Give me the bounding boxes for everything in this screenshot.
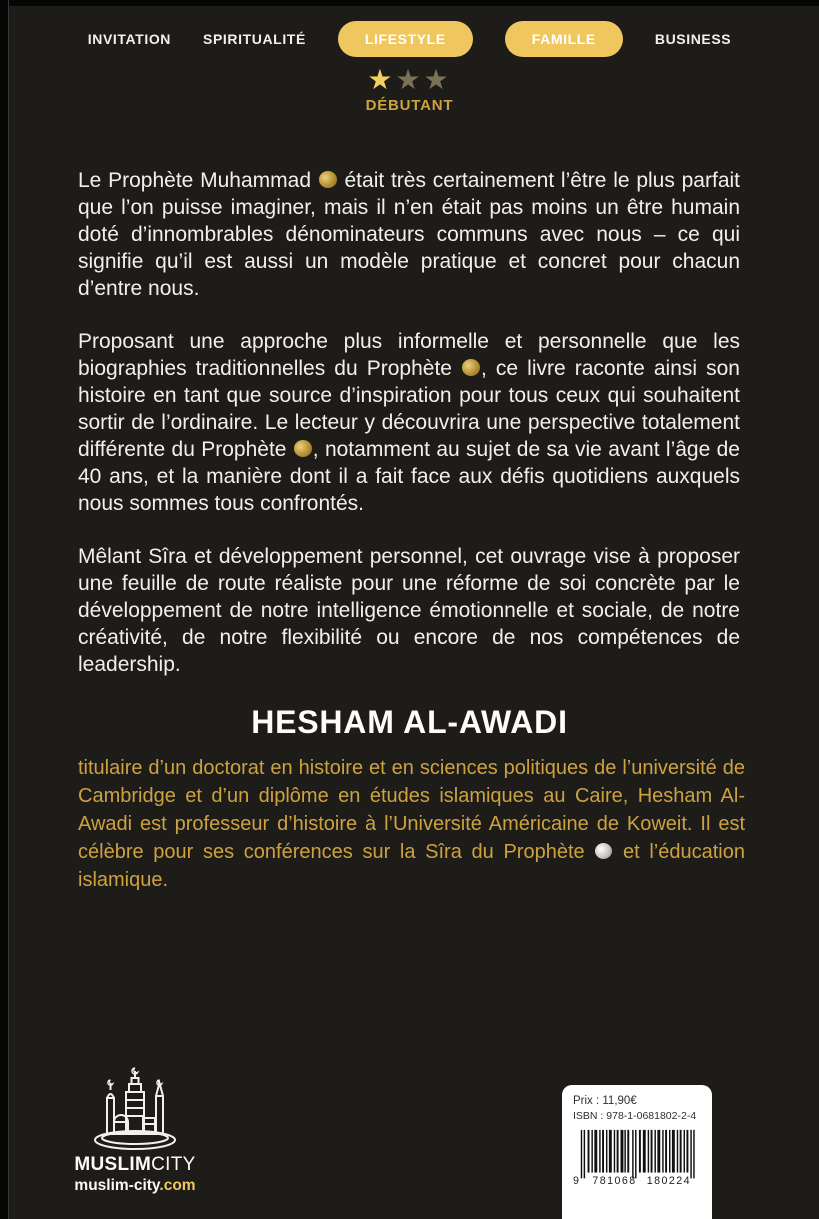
description-paragraph	[78, 167, 740, 302]
pbuh-symbol	[462, 359, 480, 376]
star-empty-icon: ★	[423, 63, 452, 96]
author-name: HESHAM AL-AWADI	[251, 704, 568, 740]
book-description	[78, 167, 740, 678]
star-filled-icon: ★	[367, 63, 396, 96]
publisher-logo	[68, 1066, 202, 1195]
publisher-name-bold: MUSLIM	[74, 1154, 152, 1175]
text-segment: Le Prophète Muhammad	[78, 169, 318, 192]
cover-edge-left	[0, 0, 9, 1219]
author-bio	[78, 754, 745, 894]
barcode-icon	[573, 1127, 701, 1189]
mosque-logo-icon	[83, 1066, 187, 1152]
text-segment: Mêlant Sîra et développement personnel, cet ouvrage vise à proposer une feuille de route réaliste pour une réforme de soi concrète par le développement de notre intelligence émotionnelle et sociale, de notre créativité, de notre flexibilité ou encore de nos compétences de leadership.	[78, 545, 740, 676]
category-famille: FAMILLE	[505, 21, 623, 57]
publisher-name-light: CITY	[151, 1154, 196, 1175]
pbuh-symbol	[319, 171, 337, 188]
text-segment: et l’éducation islamique.	[78, 841, 745, 891]
category-lifestyle: LIFESTYLE	[338, 21, 473, 57]
description-paragraph	[78, 543, 740, 678]
publisher-website-tld: .com	[159, 1177, 196, 1194]
barcode-digit-group: 781068	[592, 1175, 637, 1188]
category-tags-row	[0, 0, 819, 57]
barcode-digit-group: 180224	[646, 1175, 691, 1188]
pbuh-symbol	[294, 440, 312, 457]
text-segment: était très certainement l’être le plus parfait que l’on puisse imaginer, mais il n’en était pas moins un être humain doté d’innombrables dénominateurs communs avec nous – ce qui signifie qu’il est aussi un modèle pratique et concret pour chacun d’entre nous.	[78, 169, 740, 300]
barcode-sticker	[562, 1085, 712, 1219]
publisher-website-main: muslim-city	[74, 1177, 160, 1194]
publisher-name	[68, 1154, 202, 1176]
publisher-website	[68, 1177, 202, 1195]
text-segment: Proposant une approche plus informelle et personnelle que les biographies traditionnelles du Prophète	[78, 330, 740, 380]
cover-edge-top	[0, 0, 819, 6]
pbuh-symbol	[595, 843, 612, 859]
isbn-text: ISBN : 978-1-0681802-2-4	[573, 1110, 697, 1122]
text-segment: , notamment au sujet de sa vie avant l’âge de 40 ans, et la manière dont il a fait face aux défis quotidiens auxquels nous sommes tous confrontés.	[78, 438, 740, 515]
barcode-digit-group: 9	[573, 1175, 579, 1188]
category-business: BUSINESS	[654, 31, 732, 47]
difficulty-label: DÉBUTANT	[365, 97, 454, 114]
star-empty-icon: ★	[395, 63, 424, 96]
text-segment: , ce livre raconte ainsi son histoire en tant que source d’inspiration pour tous ceux qui souhaitent sortir de l’ordinaire. Le lecteur y découvrira une perspective totalement différente du Prophète	[78, 357, 740, 461]
category-spiritualité: SPIRITUALITÉ	[203, 31, 306, 47]
difficulty-stars	[0, 63, 819, 96]
category-invitation: INVITATION	[87, 31, 172, 47]
price-text: Prix : 11,90€	[573, 1095, 637, 1107]
description-paragraph	[78, 328, 740, 517]
text-segment: titulaire d’un doctorat en histoire et en sciences politiques de l’université de Cambridge et d’un diplôme en études islamiques au Caire, Hesham Al-Awadi est professeur d’histoire à l’Université Américaine de Koweit. Il est célèbre pour ses conférences sur la Sîra du Prophète	[78, 757, 745, 863]
